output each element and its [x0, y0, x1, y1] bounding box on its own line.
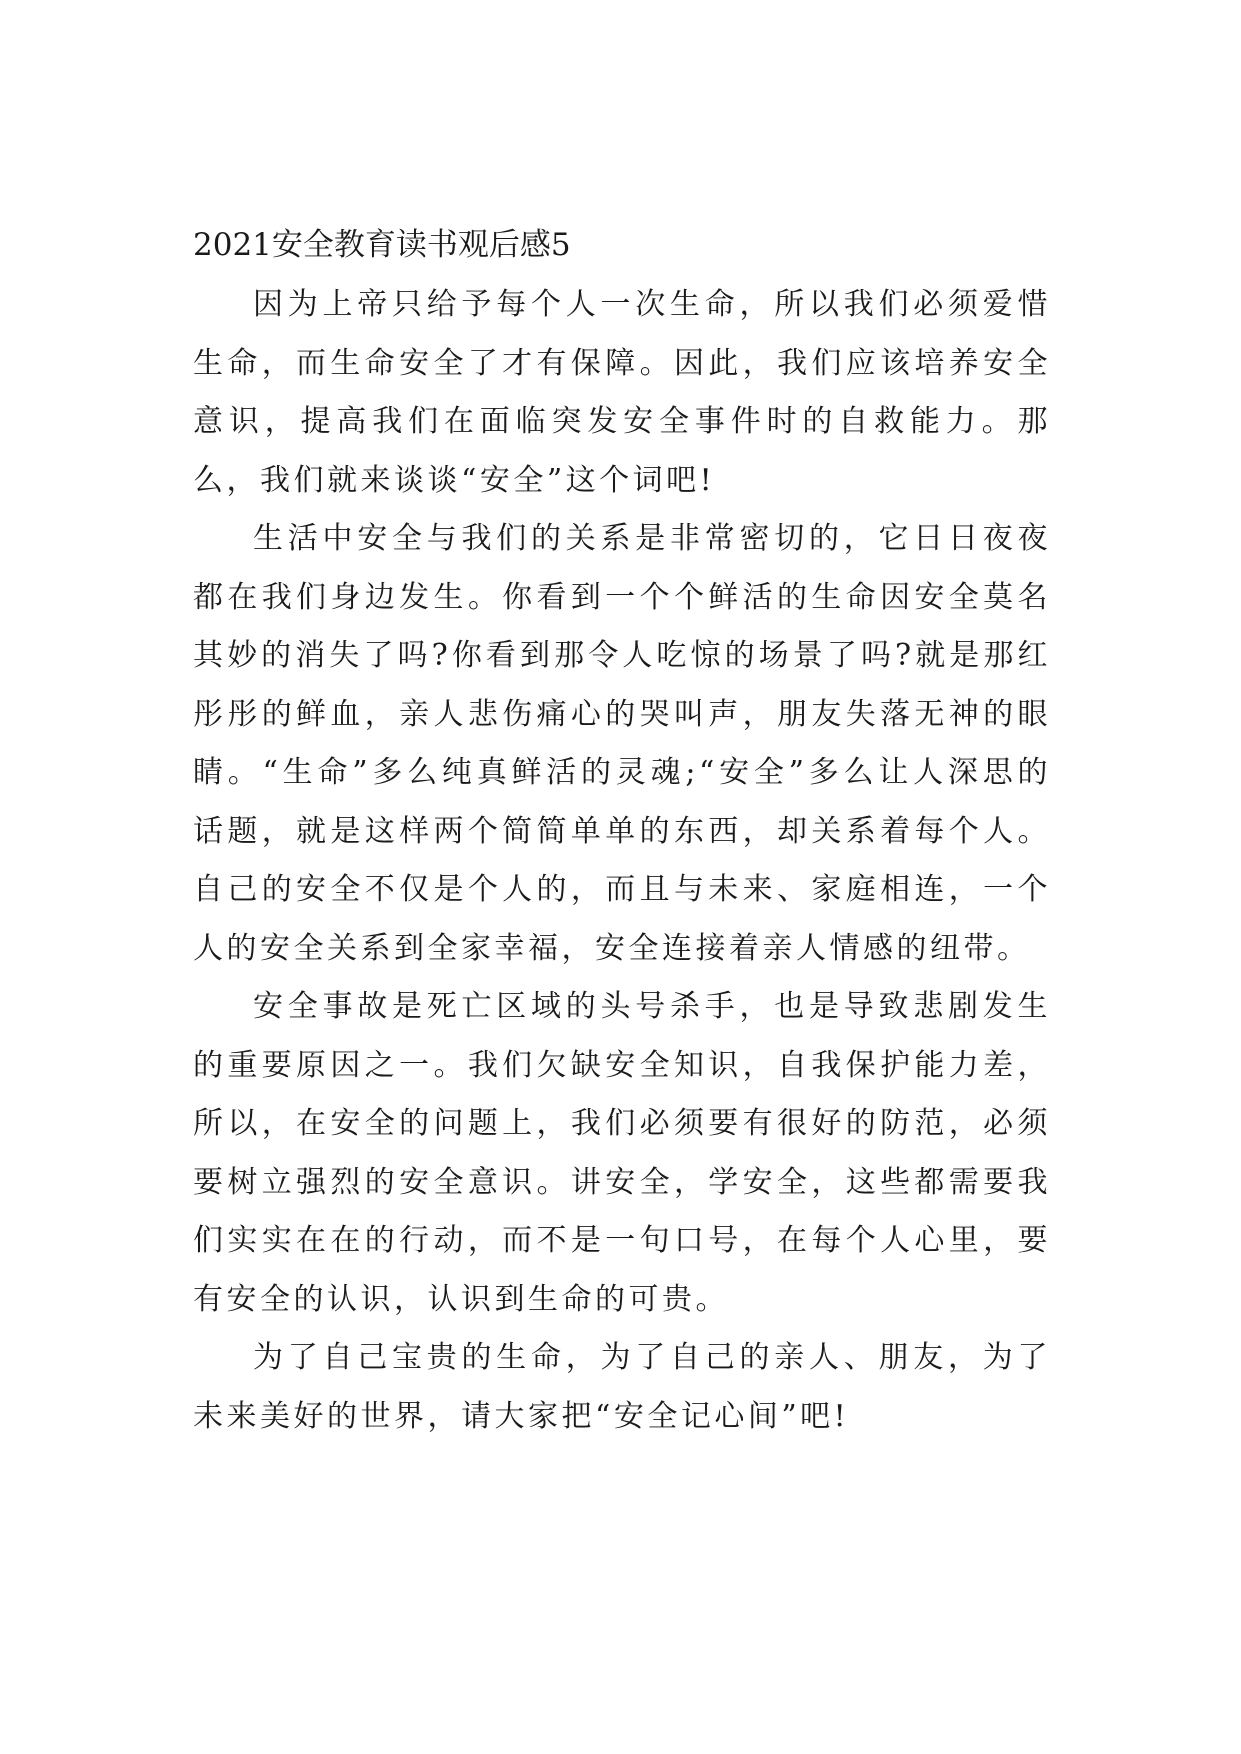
paragraph-4: 为了自己宝贵的生命，为了自己的亲人、朋友，为了未来美好的世界，请大家把“安全记心间”吧! [193, 1340, 1051, 1434]
paragraph-1: 因为上帝只给予每个人一次生命，所以我们必须爱惜生命，而生命安全了才有保障。因此，我们应该培养安全意识，提高我们在面临突发安全事件时的自救能力。那么，我们就来谈谈“安全”这个词吧! [193, 287, 1051, 498]
paragraph-3: 安全事故是死亡区域的头号杀手，也是导致悲剧发生的重要原因之一。我们欠缺安全知识，自我保护能力差，所以，在安全的问题上，我们必须要有很好的防范，必须要树立强烈的安全意识。讲安全，学安全，这些都需要我们实实在在的行动，而不是一句口号，在每个人心里，要有安全的认识，认识到生命的可贵。 [193, 989, 1051, 1317]
document-body [193, 222, 1051, 1446]
document-title: 2021安全教育读书观后感5 [193, 227, 571, 263]
paragraph-2: 生活中安全与我们的关系是非常密切的，它日日夜夜都在我们身边发生。你看到一个个鲜活的生命因安全莫名其妙的消失了吗?你看到那令人吃惊的场景了吗?就是那红彤彤的鲜血，亲人悲伤痛心的哭叫声，朋友失落无神的眼睛。“生命”多么纯真鲜活的灵魂;“安全”多么让人深思的话题，就是这样两个简简单单的东西，却关系着每个人。自己的安全不仅是个人的，而且与未来、家庭相连，一个人的安全关系到全家幸福，安全连接着亲人情感的纽带。 [193, 521, 1051, 966]
